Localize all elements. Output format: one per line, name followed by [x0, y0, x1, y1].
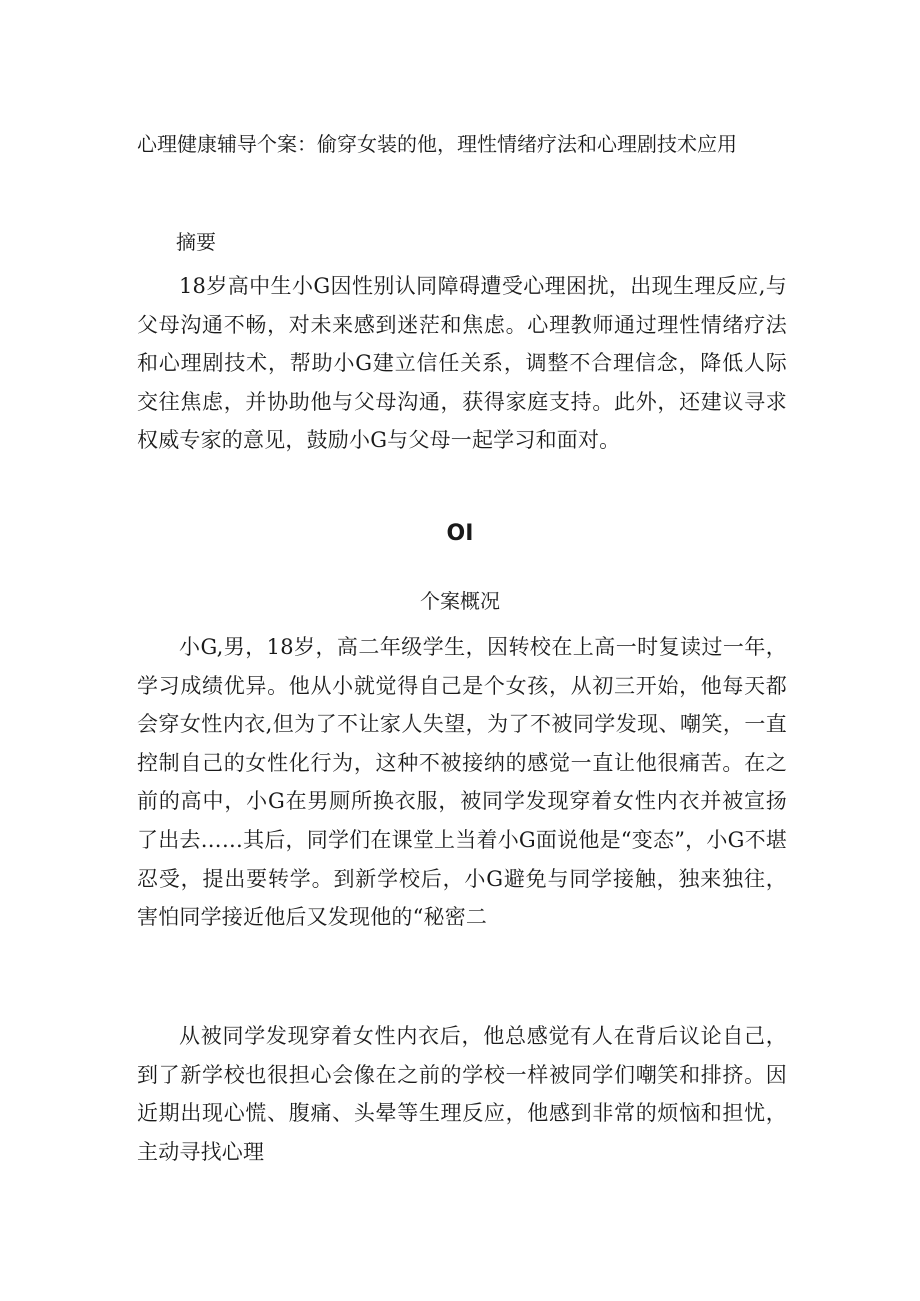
section-number: OI — [446, 521, 474, 546]
case-paragraph: 小G,男，18岁，高二年级学生，因转校在上高一时复读过一年，学习成绩优异。他从小就觉得自己是个女孩，从初三开始，他每天都会穿女性内衣,但为了不让家人失望，为了不被同学发现、嘲笑，一直控制自己的女性化行为，这种不被接纳的感觉一直让他很痛苦。在之前的高中，小G在男厕所换衣服，被同学发现穿着女性内衣并被宣扬了出去……其后，同学们在课堂上当着小G面说他是“变态”，小G不堪忍受，提出要转学。到新学校后，小G避免与同学接触，独来独往，害怕同学接近他后又发现他的“秘密二 — [137, 635, 787, 930]
abstract-heading: 摘要 — [176, 230, 216, 254]
abstract-paragraph: 18岁高中生小G因性别认同障碍遭受心理困扰，出现生理反应,与父母沟通不畅，对未来感到迷茫和焦虑。心理教师通过理性情绪疗法和心理剧技术，帮助小G建立信任关系，调整不合理信念，降低人际交往焦虑，并协助他与父母沟通，获得家庭支持。此外，还建议寻求权威专家的意见，鼓励小G与父母一起学习和面对。 — [137, 274, 787, 453]
section-title: 个案概况 — [420, 589, 500, 613]
case-paragraph: 从被同学发现穿着女性内衣后，他总感觉有人在背后议论自己，到了新学校也很担心会像在之前的学校一样被同学们嘲笑和排挤。因近期出现心慌、腹痛、头晕等生理反应，他感到非常的烦恼和担忧，主动寻找心理 — [137, 1024, 787, 1164]
document-title: 心理健康辅导个案：偷穿女装的他，理性情绪疗法和心理剧技术应用 — [137, 132, 737, 156]
